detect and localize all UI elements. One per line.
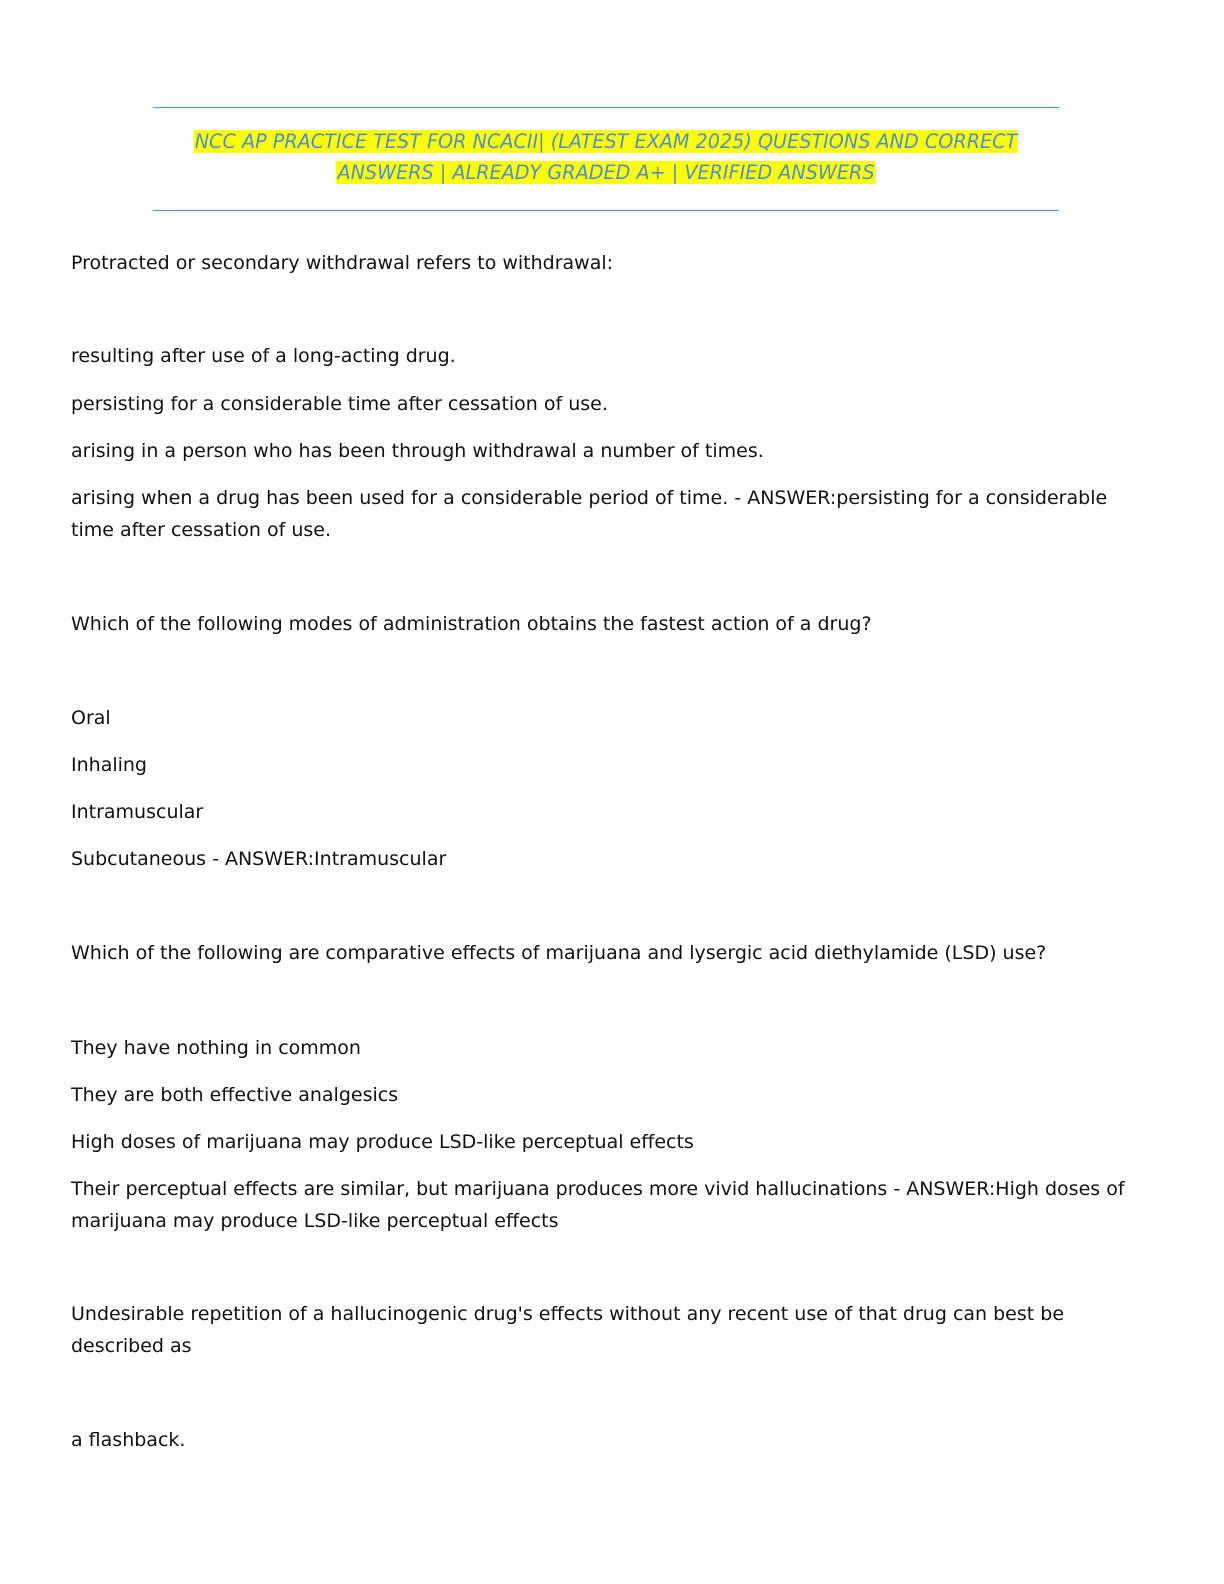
question-2-option-2: Inhaling: [71, 754, 147, 776]
question-3-option-1: They have nothing in common: [71, 1037, 361, 1059]
question-3-option-2: They are both effective analgesics: [71, 1084, 399, 1106]
title-line-1: [153, 126, 1059, 157]
question-1-option-1: resulting after use of a long-acting drug.: [71, 345, 456, 367]
question-3-option-4-with-answer: Their perceptual effects are similar, but marijuana produces more vivid hallucinations - ANSWER:High doses of marijuana may produce LSD-like perceptual effects: [71, 1178, 1125, 1232]
question-3-text: Which of the following are comparative effects of marijuana and lysergic acid diethylamide (LSD) use?: [71, 942, 1047, 964]
question-1-option-2: persisting for a considerable time after cessation of use.: [71, 393, 608, 415]
title-line-2: [153, 157, 1059, 188]
title-line-2-text: ANSWERS | ALREADY GRADED A+ | VERIFIED ANSWERS: [337, 161, 875, 184]
header-rule-top: [153, 107, 1059, 108]
header-rule-bottom: [153, 210, 1059, 211]
question-2-option-4-with-answer: Subcutaneous - ANSWER:Intramuscular: [71, 848, 447, 870]
question-1-text: Protracted or secondary withdrawal refers to withdrawal:: [71, 252, 614, 274]
question-4-option-1: a flashback.: [71, 1429, 186, 1451]
document-title: [153, 126, 1059, 188]
title-line-1-text: NCC AP PRACTICE TEST FOR NCACII| (LATEST EXAM 2025) QUESTIONS AND CORRECT: [194, 130, 1018, 153]
question-4-text: Undesirable repetition of a hallucinogenic drug's effects without any recent use of that drug can best be described as: [71, 1303, 1065, 1357]
question-2-option-3: Intramuscular: [71, 801, 204, 823]
question-2-text: Which of the following modes of administration obtains the fastest action of a drug?: [71, 613, 872, 635]
question-1-option-4-with-answer: arising when a drug has been used for a considerable period of time. - ANSWER:persisting for a considerable time after cessation of use.: [71, 487, 1108, 541]
question-1-option-3: arising in a person who has been through withdrawal a number of times.: [71, 440, 764, 462]
question-2-option-1: Oral: [71, 707, 111, 729]
question-3-option-3: High doses of marijuana may produce LSD-like perceptual effects: [71, 1131, 694, 1153]
